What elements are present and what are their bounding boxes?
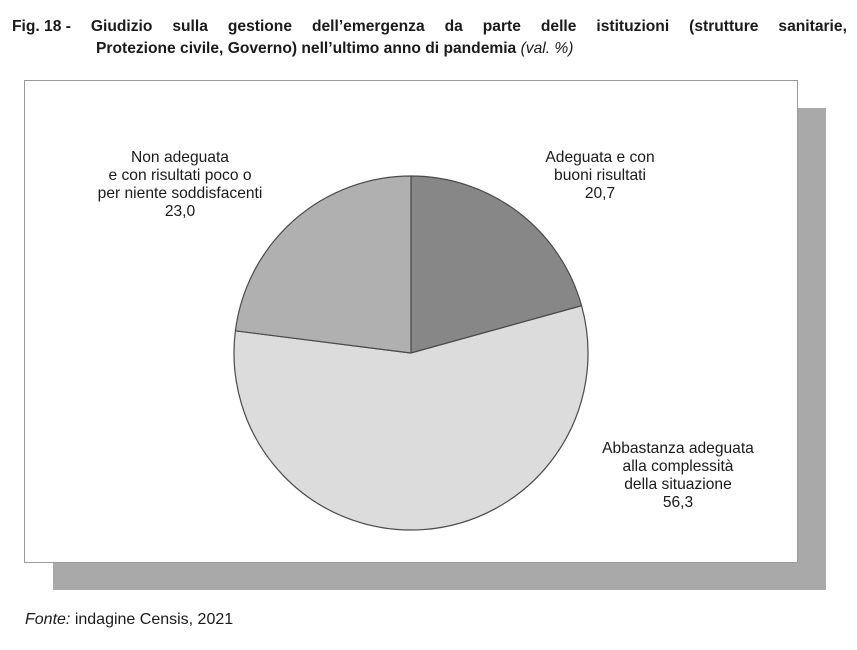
- source-note: [25, 611, 233, 629]
- source-label: Fonte:: [25, 611, 71, 628]
- title-word: dell’emergenza: [311, 18, 425, 35]
- slice-label-non-adeguata: [70, 149, 290, 221]
- title-word: delle: [540, 18, 577, 35]
- title-unit: (val. %): [520, 40, 574, 57]
- slice-label-line: della situazione: [624, 476, 732, 493]
- slice-label-line: per niente soddisfacenti: [97, 185, 263, 202]
- slice-value-label: 23,0: [164, 203, 196, 220]
- slice-label-abbastanza-adeguata: [578, 440, 778, 512]
- slice-value-label: 56,3: [662, 494, 694, 511]
- title-word: (strutture: [689, 18, 759, 35]
- title-word: parte: [482, 18, 521, 35]
- title-word: sanitarie,: [778, 18, 847, 35]
- slice-label-line: alla complessità: [622, 458, 734, 475]
- title-word: sulla: [172, 18, 208, 35]
- slice-label-line: e con risultati poco o: [108, 167, 252, 184]
- slice-label-line: buoni risultati: [554, 167, 646, 184]
- slice-value-label: 20,7: [584, 185, 616, 202]
- figure-number: Fig. 18 -: [12, 18, 71, 35]
- source-text: indagine Censis, 2021: [74, 611, 234, 628]
- slice-label-line: Abbastanza adeguata: [602, 440, 754, 457]
- slice-label-line: Non adeguata: [131, 149, 229, 166]
- slice-label-line: Adeguata e con: [545, 149, 655, 166]
- title-word: gestione: [227, 18, 292, 35]
- title-word: Giudizio: [90, 18, 153, 35]
- slice-label-adeguata: [500, 149, 700, 203]
- title-word: istituzioni: [596, 18, 670, 35]
- title-word: da: [444, 18, 463, 35]
- title-text-line2: Protezione civile, Governo) nell’ultimo anno di pandemia: [96, 40, 517, 57]
